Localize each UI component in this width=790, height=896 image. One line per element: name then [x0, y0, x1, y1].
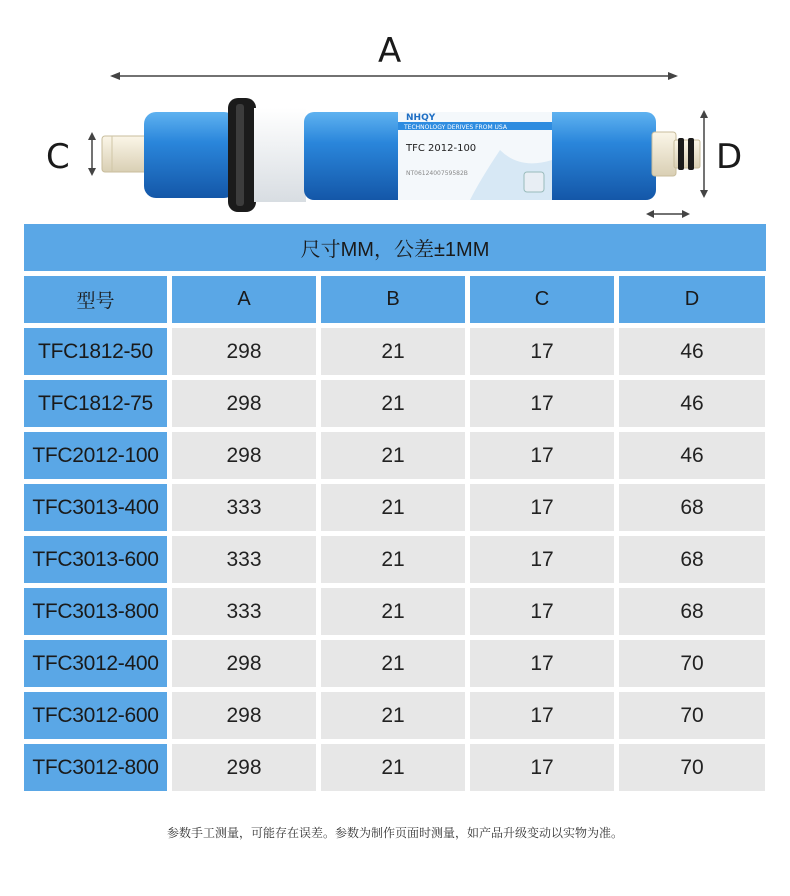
table-row: [24, 328, 766, 380]
cell-a: 298: [172, 744, 316, 791]
cell-d: 46: [619, 380, 765, 427]
header-a: A: [172, 276, 316, 323]
cell-c: 17: [470, 692, 614, 739]
cell-b: 21: [321, 588, 465, 635]
cell-d: 46: [619, 432, 765, 479]
dimension-c-label: C: [46, 137, 70, 177]
cell-model: TFC1812-75: [24, 380, 167, 427]
table-header-row: [24, 276, 766, 328]
cell-c: 17: [470, 380, 614, 427]
dimension-a-label: A: [378, 31, 402, 71]
dimension-b-arrow: [646, 210, 690, 218]
table-title: 尺寸MM，公差±1MM: [24, 224, 766, 271]
dimension-d-arrow: [700, 110, 708, 198]
cell-c: 17: [470, 536, 614, 583]
white-band: [254, 108, 306, 202]
header-model: 型号: [24, 276, 167, 323]
cell-d: 68: [619, 536, 765, 583]
table-row: [24, 484, 766, 536]
dimension-c-arrow: [88, 132, 96, 176]
dimension-d-label: D: [716, 137, 743, 177]
table-row: [24, 588, 766, 640]
cell-model: TFC1812-50: [24, 328, 167, 375]
table-row: [24, 692, 766, 744]
left-membrane-body: [144, 112, 236, 198]
cell-a: 298: [172, 432, 316, 479]
brine-seal-ring: [228, 98, 256, 212]
label-brand: NHQY: [406, 113, 436, 123]
table-row: [24, 432, 766, 484]
cell-d: 70: [619, 744, 765, 791]
spec-table: [24, 224, 766, 796]
inlet-pipe: [102, 136, 148, 172]
cell-a: 298: [172, 380, 316, 427]
cell-b: 21: [321, 692, 465, 739]
cell-c: 17: [470, 640, 614, 687]
dimension-a-arrow: [110, 72, 678, 80]
table-row: [24, 536, 766, 588]
cell-d: 68: [619, 588, 765, 635]
cell-b: 21: [321, 484, 465, 531]
header-c: C: [470, 276, 614, 323]
cell-c: 17: [470, 588, 614, 635]
cell-d: 70: [619, 640, 765, 687]
header-b: B: [321, 276, 465, 323]
cell-c: 17: [470, 484, 614, 531]
cell-d: 70: [619, 692, 765, 739]
cell-c: 17: [470, 328, 614, 375]
cell-a: 333: [172, 484, 316, 531]
label-tagline: TECHNOLOGY DERIVES FROM USA: [404, 124, 507, 131]
cell-b: 21: [321, 432, 465, 479]
cell-b: 21: [321, 380, 465, 427]
cell-model: TFC3013-800: [24, 588, 167, 635]
cell-model: TFC3012-800: [24, 744, 167, 791]
cell-model: TFC3013-400: [24, 484, 167, 531]
table-title-row: [24, 224, 766, 276]
cell-d: 68: [619, 484, 765, 531]
footnote: 参数手工测量，可能存在误差。参数为制作页面时测量，如产品升级变动以实物为准。: [166, 826, 623, 840]
cell-b: 21: [321, 328, 465, 375]
cell-model: TFC3012-400: [24, 640, 167, 687]
cell-d: 46: [619, 328, 765, 375]
membrane-diagram: [0, 0, 790, 260]
cell-b: 21: [321, 744, 465, 791]
table-row: [24, 640, 766, 692]
cell-c: 17: [470, 432, 614, 479]
cell-a: 298: [172, 640, 316, 687]
cell-a: 298: [172, 692, 316, 739]
cell-a: 333: [172, 536, 316, 583]
cell-model: TFC3012-600: [24, 692, 167, 739]
cell-a: 298: [172, 328, 316, 375]
label-model: TFC 2012-100: [406, 143, 477, 154]
outlet-pipe: [652, 132, 700, 176]
cell-model: TFC2012-100: [24, 432, 167, 479]
cell-b: 21: [321, 640, 465, 687]
cell-c: 17: [470, 744, 614, 791]
table-row: [24, 744, 766, 796]
cell-b: 21: [321, 536, 465, 583]
cell-a: 333: [172, 588, 316, 635]
header-d: D: [619, 276, 765, 323]
table-row: [24, 380, 766, 432]
label-serial: NT0612400759582B: [406, 170, 468, 177]
cell-model: TFC3013-600: [24, 536, 167, 583]
